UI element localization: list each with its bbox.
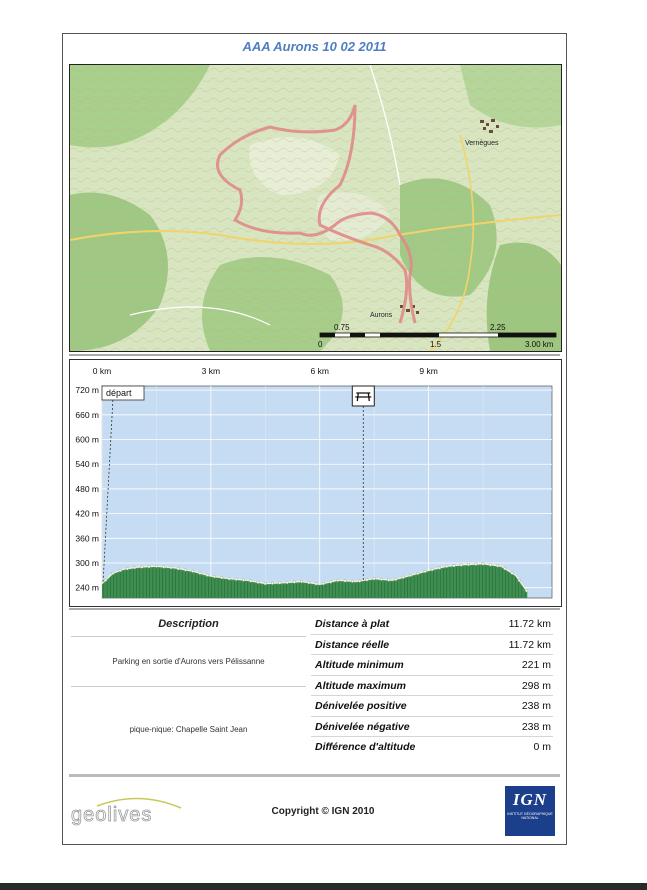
section-divider [69,354,560,356]
stat-label: Distance à plat [315,618,390,630]
elevation-point [489,564,492,567]
topographic-map[interactable] [69,64,562,352]
elevation-profile[interactable] [69,359,562,607]
elevation-point [351,580,354,583]
elevation-point [162,566,165,569]
elevation-point [199,572,202,575]
geolives-logo-text: geolives [71,804,153,826]
elevation-point [482,563,485,566]
ign-logo[interactable] [505,786,555,836]
elevation-point [112,572,115,575]
stat-row [311,635,553,656]
elevation-point [474,563,477,566]
stat-label: Dénivelée négative [315,720,410,733]
stat-row [311,717,553,738]
x-tick-label: 3 km [201,366,221,376]
ign-logo-text: IGN [512,790,548,809]
map-place-label: Vernègues [465,140,499,147]
stat-label: Dénivelée positive [315,700,407,712]
elevation-point [329,581,332,584]
elevation-point [177,567,180,570]
x-tick-label: 6 km [310,366,329,376]
elevation-point [373,577,376,580]
elevation-point [525,589,528,592]
elevation-point [416,572,419,575]
description-divider [71,686,306,687]
elevation-point [126,567,129,570]
elevation-point [220,576,223,579]
elevation-point [235,578,238,581]
elevation-point [496,565,499,568]
elevation-point [249,580,252,583]
elevation-point [438,567,441,570]
elevation-point [387,579,390,582]
stat-row [311,737,553,757]
elevation-point [242,579,245,582]
elevation-point [380,578,383,581]
scale-bottom-label: 3.00 km [525,340,554,349]
elevation-point [271,582,274,585]
elevation-point [286,581,289,584]
map-place-label-2: Aurons [370,312,393,319]
copyright-text: Copyright © IGN 2010 [271,806,375,817]
elevation-point [460,564,463,567]
elevation-point [511,572,514,575]
y-tick-label: 660 m [75,409,99,420]
elevation-point [518,579,521,582]
stat-value: 11.72 km [508,638,551,651]
description-title: Description [158,618,219,630]
scale-top-label: 2.25 [490,323,506,332]
stat-row [311,655,553,676]
elevation-point [358,580,361,583]
elevation-point [133,566,136,569]
elevation-point [279,582,282,585]
description-item: pique-nique: Chapelle Saint Jean [129,725,248,734]
scale-top-label: 0.75 [334,323,350,332]
ign-logo-subtitle: INSTITUT GÉOGRAPHIQUE NATIONAL [507,812,553,820]
footer-divider [69,774,560,777]
elevation-point [228,577,231,580]
map-canvas [70,65,561,351]
stat-label: Distance réelle [315,638,390,651]
y-tick-label: 240 m [75,582,99,593]
elevation-point [315,583,318,586]
elevation-point [155,565,158,568]
x-tick-label: 0 km [92,366,112,376]
elevation-point [119,569,122,572]
elevation-point [431,568,434,571]
elevation-point [344,579,347,582]
stat-value: 11.72 km [508,618,551,630]
y-tick-label: 600 m [75,434,99,445]
x-axis-ticks [93,366,438,376]
elevation-point [191,570,194,573]
report-title: AAA Aurons 10 02 2011 [242,39,387,54]
scale-bottom-label: 1.5 [430,340,442,349]
description-item: Parking en sortie d'Aurons vers Pélissanne [112,657,265,666]
page-bottom-edge [0,883,647,890]
elevation-profile-chart [70,360,561,606]
elevation-point [170,566,173,569]
geolives-logo[interactable] [69,794,189,826]
stat-label: Altitude minimum [315,659,404,671]
elevation-point [395,578,398,581]
description-divider [71,636,306,637]
hike-report-sheet [62,33,567,845]
y-axis-ticks [75,385,99,593]
y-tick-label: 540 m [75,459,99,470]
stats-table [311,614,553,757]
elevation-point [264,582,267,585]
scale-bottom-label: 0 [318,340,323,349]
section-divider [69,608,560,610]
elevation-point [366,579,369,582]
elevation-point [424,570,427,573]
y-tick-label: 720 m [75,385,99,396]
elevation-point [337,579,340,582]
stat-value: 221 m [521,659,551,671]
y-tick-label: 300 m [75,558,99,569]
y-tick-label: 480 m [75,483,99,494]
start-marker [102,386,144,400]
elevation-point [300,580,303,583]
y-tick-label: 360 m [75,533,99,544]
stat-value: 238 m [521,700,551,712]
elevation-point [104,579,107,582]
elevation-point [467,563,470,566]
elevation-point [402,576,405,579]
elevation-point [257,581,260,584]
elevation-point [293,581,296,584]
start-label: départ [106,388,132,398]
stat-row [311,676,553,697]
y-tick-label: 420 m [75,508,99,519]
elevation-point [206,574,209,577]
stat-value: 0 m [533,741,551,753]
elevation-point [308,581,311,584]
stat-row [311,614,553,635]
elevation-point [453,564,456,567]
elevation-point [409,574,412,577]
stat-value: 238 m [521,720,551,733]
elevation-point [445,565,448,568]
stat-value: 298 m [521,679,551,692]
stat-row [311,696,553,717]
picnic-table-icon [352,386,374,406]
elevation-point [213,575,216,578]
x-tick-label: 9 km [419,366,438,376]
stat-label: Différence d'altitude [315,741,416,753]
elevation-point [504,567,507,570]
stat-label: Altitude maximum [315,679,407,692]
elevation-point [141,566,144,569]
elevation-point [148,565,151,568]
elevation-point [184,569,187,572]
elevation-point [322,582,325,585]
